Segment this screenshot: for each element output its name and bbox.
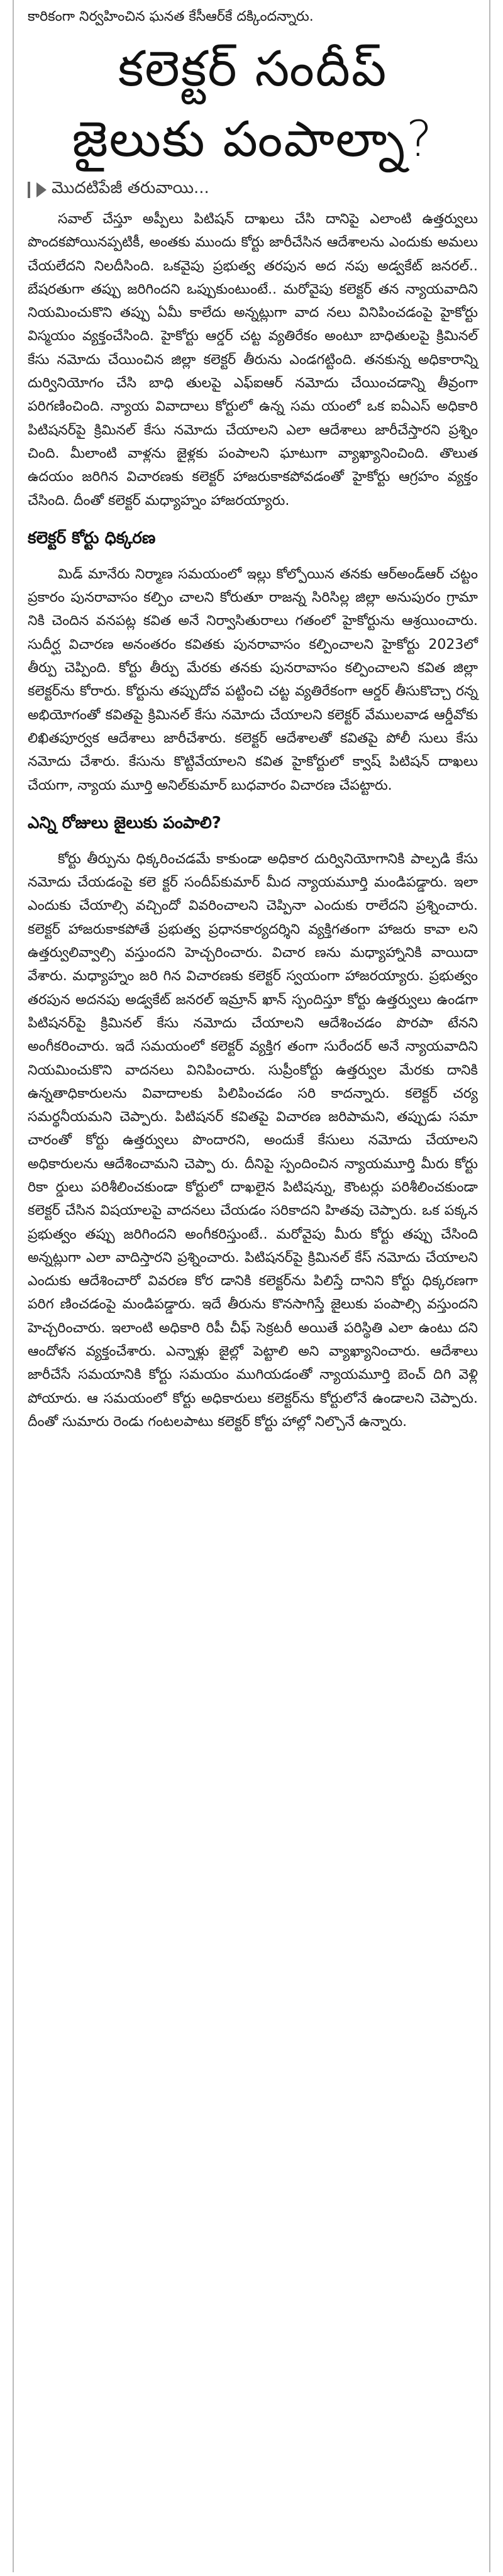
arrow-right-icon <box>36 182 47 197</box>
section-heading-contempt: కలెక్టర్ కోర్టు ధిక్కరణ <box>28 528 156 548</box>
continuation-text: మొదటిపేజీ తరువాయి... <box>52 179 209 197</box>
jump-bar-icon <box>28 182 30 198</box>
headline-line-1: కలెక్టర్ సందీప్ <box>118 41 388 97</box>
headline-line-2: జైలుకు పంపాల్నా? <box>72 111 434 168</box>
headline <box>28 34 478 175</box>
continuation-marker <box>28 179 478 201</box>
section-paragraph-contempt: మిడ్ మానేరు నిర్మాణ సమయంలో ఇల్లు కోల్పోయిన తనకు ఆర్అండ్ఆర్ చట్టం ప్రకారం పునరావాసం కల్పిం చాలని కోరుతూ రాజన్న సిరిసిల్ల జిల్లా అనుపురం గ్రామా నికి చెందిన వనపట్ల కవిత అనే నిర్వాసితురాలు గతంలో హైకోర్టును ఆశ్రయించారు. సుదీర్ఘ విచారణ అనంతరం కవితకు పునరావాసం కల్పించాలని హైకోర్టు 2023లో తీర్పు చెప్పింది. కోర్టు తీర్పు మేరకు తనకు పునరావాసం కల్పించాలని కవిత జిల్లా కలెక్టర్‌ను కోరారు. కోర్టును తప్పుదోవ పట్టించి చట్ట వ్యతిరేకంగా ఆర్డర్ తీసుకొచ్చా రన్న అభియోగంతో కవితపై క్రిమినల్ కేసు నమోదు చేయాలని కలెక్టర్ వేములవాడ ఆర్డీవోకు లిఖితపూర్వక ఆదేశాలు జారీచేశారు. కలెక్టర్ ఆదేశాలతో కవితపై పోలీ సులు కేసు నమోదు చేశారు. కేసును కొట్టివేయాలని కవిత హైకోర్టులో క్వాష్ పిటిషన్ దాఖలు చేయగా, న్యాయ మూర్తి అనిల్‌కుమార్ బుధవారం విచారణ చేపట్టారు. <box>28 566 478 793</box>
section-paragraph-jail: కోర్టు తీర్పును ధిక్కరించడమే కాకుండా అధికార దుర్వినియోగానికి పాల్పడి కేసు నమోదు చేయడంపై కలె క్టర్ సందీప్‌కుమార్ మీద న్యాయమూర్తి మండిపడ్డారు. ఇలా ఎందుకు చేయాల్సి వచ్చిందో వివరించాలని చెప్పినా ఎందుకు రాలేదని ప్రశ్నించారు. కలెక్టర్ హాజరుకాకపోతే ప్రభుత్వ ప్రధానకార్యదర్శిని వ్యక్తిగతంగా హాజరు కావా లని ఉత్తర్వులివ్వాల్సి వస్తుందని హెచ్చరించారు. విచార ణను మధ్యాహ్నానికి వాయిదా వేశారు. మధ్యాహ్నం జరి గిన విచారణకు కలెక్టర్ స్వయంగా హాజరయ్యారు. ప్రభుత్వం తరపున అదనపు అడ్వకేట్ జనరల్ ఇమ్రాన్ ఖాన్ స్పందిస్తూ కోర్టు ఉత్తర్వులు ఉండగా పిటిషనర్‌పై క్రిమినల్ కేసు నమోదు చేయాలని ఆదేశించడం పొరపా టేనని అంగీకరించారు. ఇదే సమయంలో కలెక్టర్ వ్యక్తిగ తంగా సురేందర్ అనే న్యాయవాదిని నియమించుకొని వాదనలు వినిపించారు. సుప్రీంకోర్టు ఉత్తర్వుల మేరకు దానికి ఉన్నతాధికారులను వివాదాలకు పిలిపించడం సరి కాదన్నారు. కలెక్టర్ చర్య సమర్థనీయమని చెప్పారు. పిటిషనర్ కవితపై విచారణ జరిపామని, తప్పుడు సమా చారంతో కోర్టు ఉత్తర్వులు పొందారని, అందుకే కేసులు నమోదు చేయాలని అధికారులను ఆదేశించామని చెప్పా రు. దీనిపై స్పందించిన న్యాయమూర్తి మీరు కోర్టు రికా ర్డులు పరిశీలించకుండా కోర్టులో దాఖలైన పిటిషన్ను, కౌంటర్లు పరిశీలించకుండా కలెక్టర్ చేసిన విషయాలపై వాదనలు చేయడం సరికాదని హితవు చెప్పారు. ఒక పక్కన ప్రభుత్వం తప్పు జరిగిందని అంగీకరిస్తుంటే.. మరోవైపు మీరు కోర్టు తప్పు చేసింది అన్నట్లుగా ఎలా వాదిస్తారని ప్రశ్నించారు. పిటిషనర్‌పై క్రిమినల్ కేస్ నమోదు చేయాలని ఎందుకు ఆదేశించారో వివరణ కోర డానికి కలెక్టర్‌ను పిలిస్తే దానిని కోర్టు ధిక్కరణగా పరిగ ణించడంపై మండిపడ్డారు. ఇదే తీరును కొనసాగిస్తే జైలుకు పంపాల్సి వస్తుందని హెచ్చరించారు. ఇలాంటి అధికారి రిపీ చీఫ్ సెక్రటరీ అయితే పరిస్థితి ఎలా ఉంటు దని ఆందోళన వ్యక్తంచేశారు. ఎన్నాళ్లు జైల్లో పెట్టాలి అని వ్యాఖ్యానించారు. ఆదేశాలు జారీచేసే సమయానికి కోర్టు సమయం ముగియడంతో న్యాయమూర్తి బెంచ్ దిగి వెళ్లి పోయారు. ఆ సమయంలో కోర్టు అధికారులు కలెక్టర్‌ను కోర్టులోనే ఉండాలని చెప్పారు. దీంతో సుమారు రెండు గంటలపాటు కలెక్టర్ కోర్టు హాల్లో నిల్చొనే ఉన్నారు. <box>28 851 478 1430</box>
previous-article-tail: కారికంగా నిర్వహించిన ఘనత కేసీఆర్‌కే దక్కిందన్నారు. <box>28 9 314 25</box>
newspaper-clipping <box>13 0 490 2572</box>
intro-paragraph: సవాల్ చేస్తూ అప్పీలు పిటిషన్ దాఖలు చేసి దానిపై ఎలాంటి ఉత్తర్వులు పొందకపోయినప్పటికీ, అంతకు ముందు కోర్టు జారీచేసిన ఆదేశాలను ఎందుకు అమలు చేయలేదని నిలదీసింది. ఒకవైపు ప్రభుత్వ తరపున అద నపు అడ్వకేట్ జనరల్.. బేషరతుగా తప్పు జరిగిందని ఒప్పుకుంటుంటే.. మరోవైపు కలెక్టర్ తన న్యాయవాదిని నియమించుకొని తప్పు ఏమీ కాలేదు అన్నట్లుగా వాద నలు వినిపించడంపై హైకోర్టు విస్మయం వ్యక్తంచేసింది. హైకోర్టు ఆర్డర్ చట్ట వ్యతిరేకం అంటూ బాధితులపై క్రిమినల్ కేసు నమోదు చేయించిన జిల్లా కలెక్టర్ తీరును ఎండగట్టింది. తనకున్న అధికారాన్ని దుర్వినియోగం చేసి బాధి తులపై ఎఫ్ఐఆర్ నమోదు చేయించడాన్ని తీవ్రంగా పరిగణించింది. న్యాయ వివాదాలు కోర్టులో ఉన్న సమ యంలో ఒక ఐఏఎస్ అధికారి పిటిషనర్‌పై క్రిమినల్ కేసు నమోదు చేయాలని ఎలా ఆదేశాలు జారీచేస్తారని ప్రశ్నిం చింది. మీలాంటి వాళ్లను జైళ్లకు పంపాలని ఘాటుగా వ్యాఖ్యానించింది. తొలుత ఉదయం జరిగిన విచారణకు కలెక్టర్ హాజరుకాకపోవడంతో హైకోర్టు ఆగ్రహం వ్యక్తం చేసింది. దీంతో కలెక్టర్ మధ్యాహ్నం హాజరయ్యారు. <box>28 211 478 509</box>
section-heading-jail: ఎన్ని రోజులు జైలుకు పంపాలి? <box>28 813 221 832</box>
